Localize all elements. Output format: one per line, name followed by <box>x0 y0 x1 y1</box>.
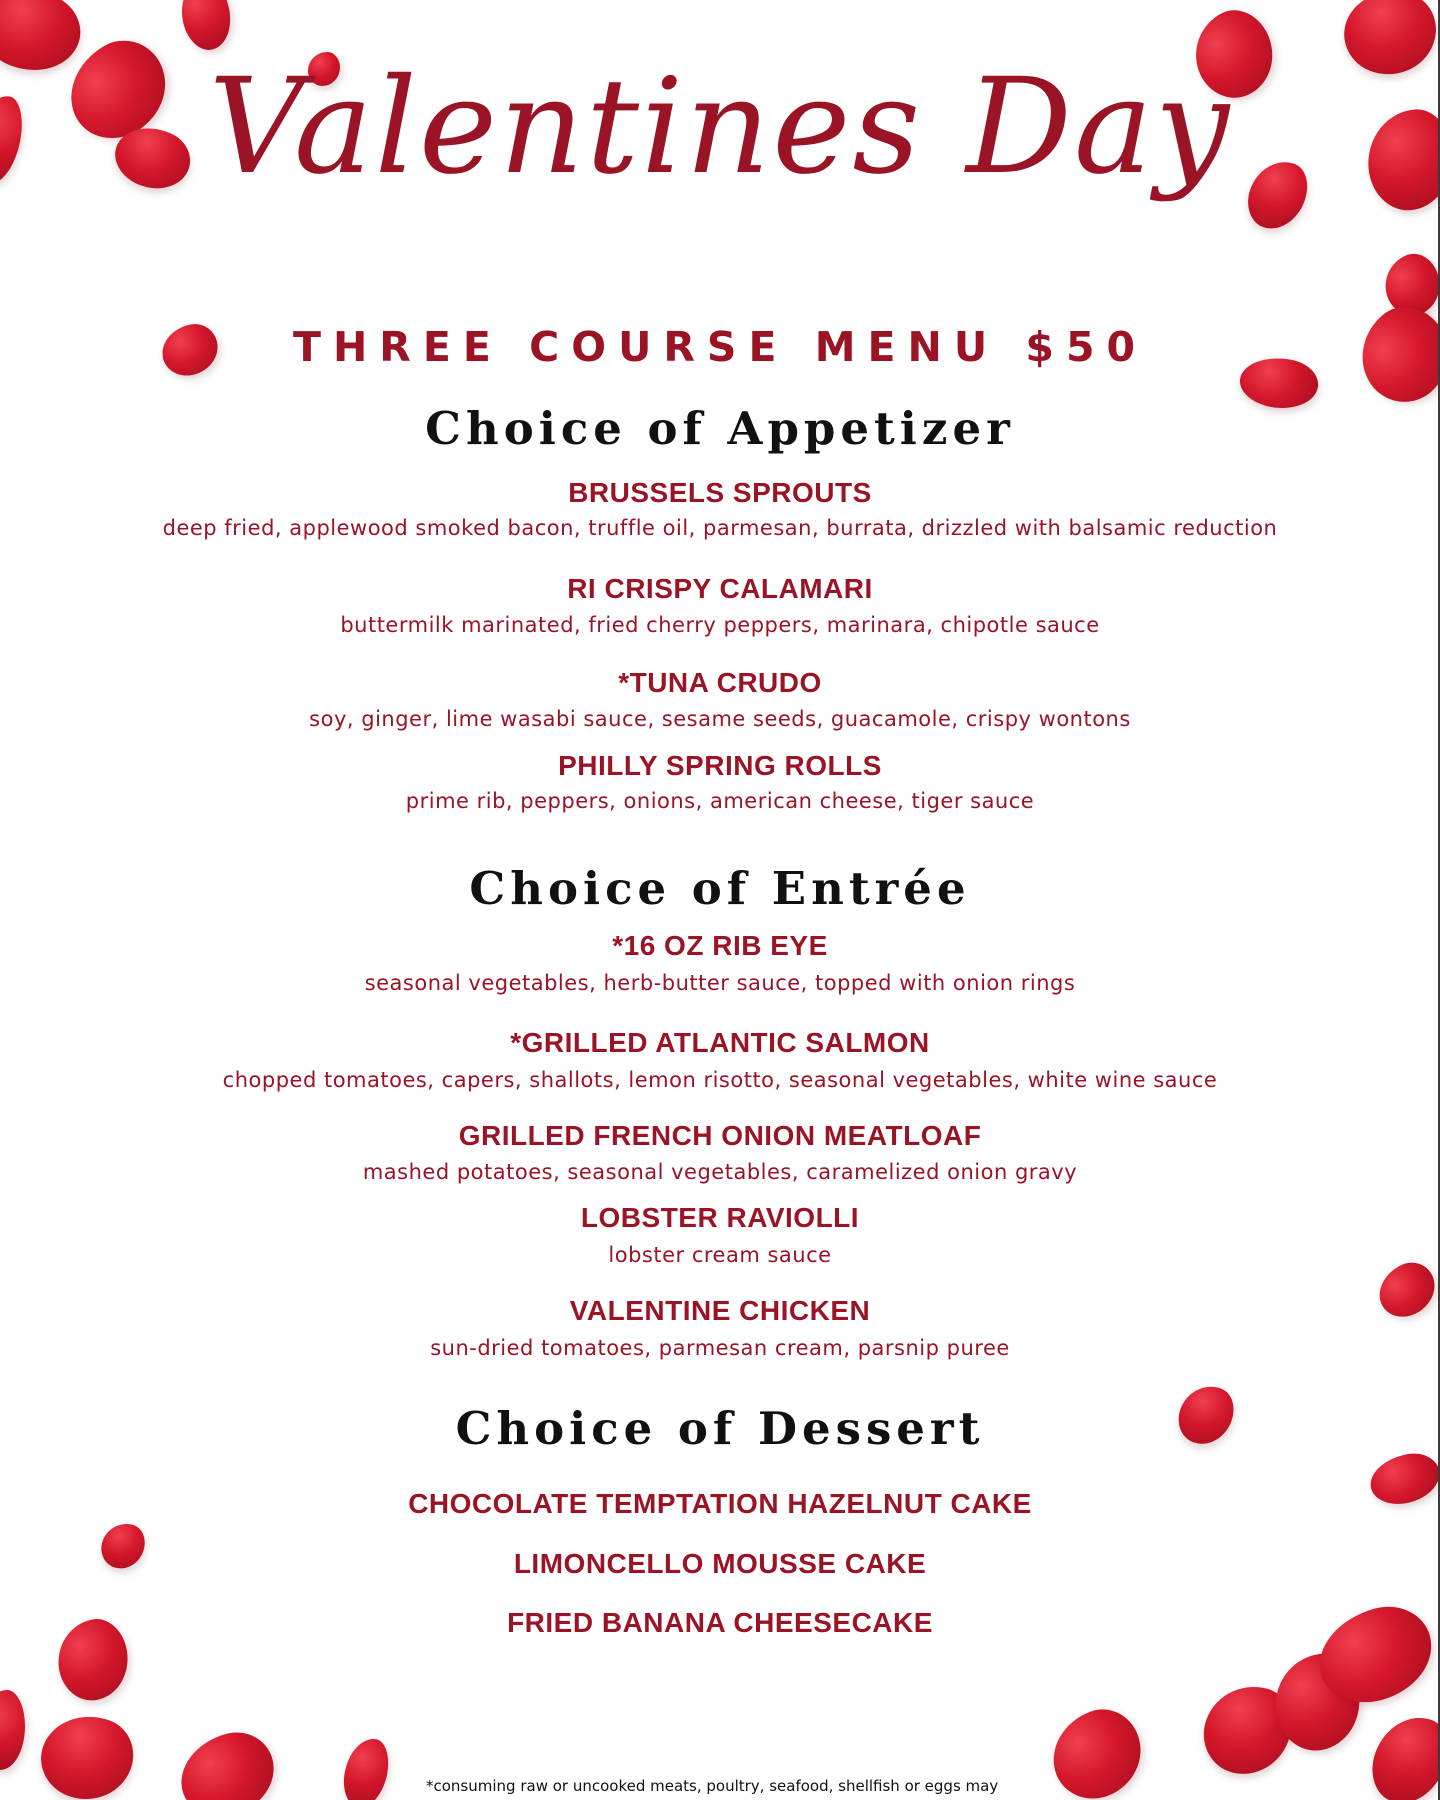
menu-item-description: chopped tomatoes, capers, shallots, lemon risotto, seasonal vegetables, white wine sauce <box>222 1068 1218 1092</box>
menu-item-name: PHILLY SPRING ROLLS <box>558 750 882 781</box>
menu-item-name: *16 OZ RIB EYE <box>612 930 828 961</box>
menu-item-name: LIMONCELLO MOUSSE CAKE <box>513 1548 927 1579</box>
menu-item-name: VALENTINE CHICKEN <box>569 1295 871 1326</box>
menu-item-name: LOBSTER RAVIOLLI <box>580 1202 860 1233</box>
food-safety-footnote: *consuming raw or uncooked meats, poultry, seafood, shellfish or eggs may <box>426 1777 999 1795</box>
menu-item-name: *GRILLED ATLANTIC SALMON <box>510 1027 930 1058</box>
rose-petal <box>1362 1706 1440 1800</box>
menu-item-description: prime rib, peppers, onions, american cheese, tiger sauce <box>405 789 1035 813</box>
menu-item-description: buttermilk marinated, fried cherry peppers, marinara, chipotle sauce <box>340 613 1100 637</box>
section-heading-appetizer: Choice of Appetizer <box>425 402 1015 455</box>
menu-item-name: GRILLED FRENCH ONION MEATLOAF <box>458 1120 982 1151</box>
rose-petal <box>339 1735 393 1800</box>
menu-item-name: RI CRISPY CALAMARI <box>567 573 873 604</box>
rose-petal <box>0 1690 25 1770</box>
rose-petal <box>171 1724 283 1800</box>
menu-script-title: Valentines Day <box>208 50 1232 204</box>
menu-item-description: sun-dried tomatoes, parmesan cream, parsnip puree <box>430 1336 1010 1360</box>
menu-item-description: deep fried, applewood smoked bacon, truffle oil, parmesan, burrata, drizzled with balsamic reduction <box>162 516 1278 540</box>
menu-subtitle: THREE COURSE MENU $50 <box>292 323 1148 371</box>
menu-item-name: CHOCOLATE TEMPTATION HAZELNUT CAKE <box>408 1488 1032 1519</box>
menu-item-description: lobster cream sauce <box>608 1243 832 1267</box>
rose-petal <box>174 0 238 55</box>
menu-item-name: FRIED BANANA CHEESECAKE <box>507 1607 933 1638</box>
menu-item-description: soy, ginger, lime wasabi sauce, sesame seeds, guacamole, crispy wontons <box>309 707 1131 731</box>
section-heading-entree: Choice of Entrée <box>469 862 971 915</box>
menu-item-description: mashed potatoes, seasonal vegetables, caramelized onion gravy <box>362 1160 1078 1184</box>
menu-item-name: *TUNA CRUDO <box>618 667 822 698</box>
menu-item-name: BRUSSELS SPROUTS <box>568 477 872 508</box>
menu-item-description: seasonal vegetables, herb-butter sauce, topped with onion rings <box>364 971 1076 995</box>
rose-petal <box>30 1702 144 1800</box>
section-heading-dessert: Choice of Dessert <box>455 1402 985 1455</box>
